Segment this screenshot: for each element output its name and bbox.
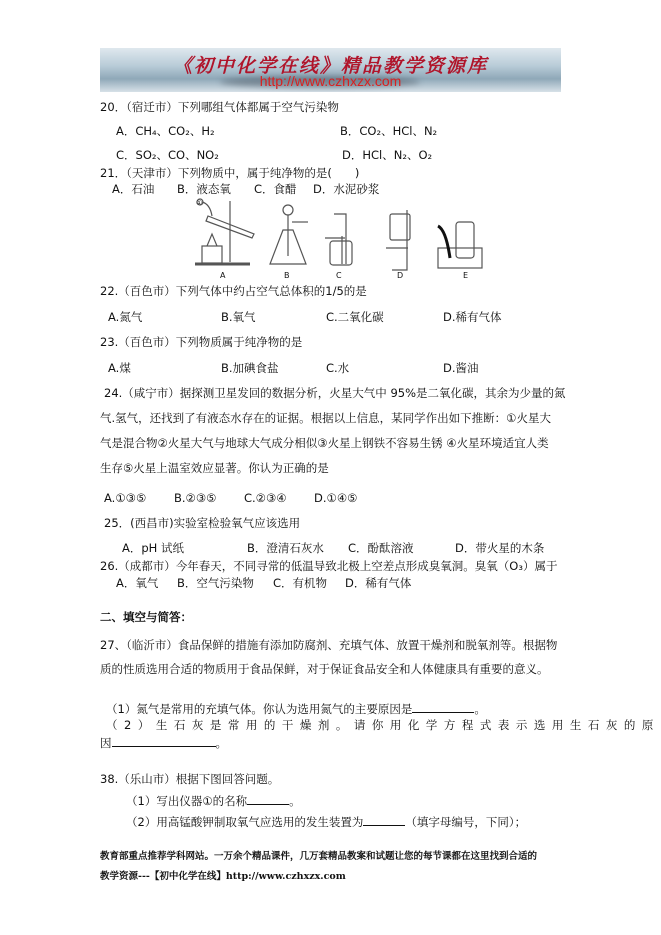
q38-part-2-tail: （填字母编号，下同）； [405,815,527,829]
footer-line-1: 教育部重点推荐学科网站。一万余个精品课件，几万套精品教案和试题让您的每节课都在这里找到合适的 [100,851,538,862]
apparatus-b-icon [270,205,308,264]
label-e: E [463,271,469,280]
q24-option-c: C.②③④ [244,491,287,505]
q21-stem: 21．（天津市）下列物质中，属于纯净物的是( ) [100,166,360,180]
q38-part-2 [126,814,526,829]
q27-answer-blank-2[interactable] [112,735,216,747]
banner-url[interactable]: http://www.czhxzx.com [259,73,402,89]
q25-option-d: D．带火星的木条 [455,541,545,555]
period: 。 [474,702,486,716]
period: 。 [215,736,227,750]
apparatus-figure [190,196,490,285]
section-heading: 二、填空与简答： [100,610,192,624]
q23-option-b: B.加碘食盐 [221,361,279,375]
q26-option-a: A．氧气 [116,576,159,590]
q24-line-4: 生存⑤火星上温室效应显著。你认为正确的是 [100,461,329,475]
label-d: D [397,271,404,280]
q38-answer-blank-2[interactable] [363,814,405,826]
q27-part-1-text: （1）氮气是常用的充填气体。你认为选用氮气的主要原因是 [106,702,413,716]
q38-stem: 38.（乐山市）根据下图回答问题。 [100,772,280,786]
q23-option-c: C.水 [326,361,350,375]
q26-option-c: C．有机物 [273,576,328,590]
q24-option-b: B.②③⑤ [174,491,217,505]
apparatus-a-icon [195,199,254,264]
q22-option-b: B.氧气 [221,310,256,324]
q23-option-a: A.煤 [108,361,131,375]
q22-stem: 22.（百色市）下列气体中约占空气总体积的1/5的是 [100,284,367,298]
q27-line-2: 质的性质选用合适的物质用于食品保鲜，对于保证食品安全和人体健康具有重要的意义。 [100,662,549,676]
q20-option-c: C．SO₂、CO、NO₂ [116,148,219,162]
q38-part-2-text: （2）用高锰酸钾制取氧气应选用的发生装置为 [126,815,364,829]
q24-line-1: 24.（咸宁市）据探测卫星发回的数据分析，火星大气中 95%是二氧化碳，其余为少量的氮 [104,386,566,400]
q26-stem: 26.（成都市）今年春天，不同寻常的低温导致北极上空差点形成臭氧洞。臭氧（O₃）属于 [100,559,558,573]
q23-stem: 23.（百色市）下列物质属于纯净物的是 [100,335,303,349]
q26-option-b: B．空气污染物 [177,576,254,590]
q20-option-d: D．HCl、N₂、O₂ [342,148,433,162]
q38-answer-blank-1[interactable] [247,793,289,805]
q21-option-b: B．液态氧 [177,182,231,196]
q25-option-a: A．pH 试纸 [122,541,184,555]
q21-option-c: C．食醋 [254,182,297,196]
apparatus-e-icon [438,222,482,268]
q22-option-d: D.稀有气体 [443,310,502,324]
label-a: A [220,271,226,280]
q27-part-2-cont [100,735,227,750]
q22-option-a: A.氮气 [108,310,143,324]
q25-stem: 25．(西昌市)实验室检验氧气应该选用 [104,516,301,530]
q22-option-c: C.二氧化碳 [326,310,384,324]
q24-line-2: 气.氢气，还找到了有液态水存在的证据。根据以上信息，某同学作出如下推断：①火星大 [100,411,551,425]
instrument-marker: ① [196,199,203,207]
q24-option-d: D.①④⑤ [314,491,358,505]
footer-line-2[interactable]: 教学资源---【初中化学在线】http://www.czhxzx.com [100,871,346,882]
header-banner [100,48,561,92]
q21-option-d: D．水泥砂浆 [313,182,380,196]
apparatus-c-icon [325,214,352,265]
q23-option-d: D.酱油 [443,361,479,375]
q20-option-b: B．CO₂、HCl、N₂ [340,124,438,138]
q20-option-a: A．CH₄、CO₂、H₂ [116,124,215,138]
q27-part-1 [106,701,486,716]
banner-title: 《初中化学在线》精品教学资源库 [172,55,488,77]
q27-answer-blank-1[interactable] [412,701,474,713]
q24-option-a: A.①③⑤ [104,491,147,505]
q27-line-1: 27、（临沂市）食品保鲜的措施有添加防腐剂、充填气体、放置干燥剂和脱氧剂等。根据物 [100,638,558,652]
label-b: B [284,271,290,280]
apparatus-d-icon [386,210,410,270]
q24-line-3: 气是混合物②火星大气与地球大气成分相似③火星上钢铁不容易生锈 ④火星环境适宜人类 [100,436,549,450]
q38-part-1 [126,793,301,808]
q25-option-c: C．酚酞溶液 [348,541,414,555]
q26-option-d: D．稀有气体 [345,576,412,590]
q25-option-b: B．澄清石灰水 [247,541,324,555]
q27-part-2-tail: 因 [100,736,112,750]
period: 。 [289,794,301,808]
q38-part-1-text: （1）写出仪器①的名称 [126,794,248,808]
q20-stem: 20．（宿迁市）下列哪组气体都属于空气污染物 [100,100,339,114]
label-c: C [336,271,342,280]
q21-option-a: A．石油 [112,182,155,196]
q27-part-2: （2）生石灰是常用的干燥剂。请你用化学方程式表示选用生石灰的原 [106,718,660,732]
